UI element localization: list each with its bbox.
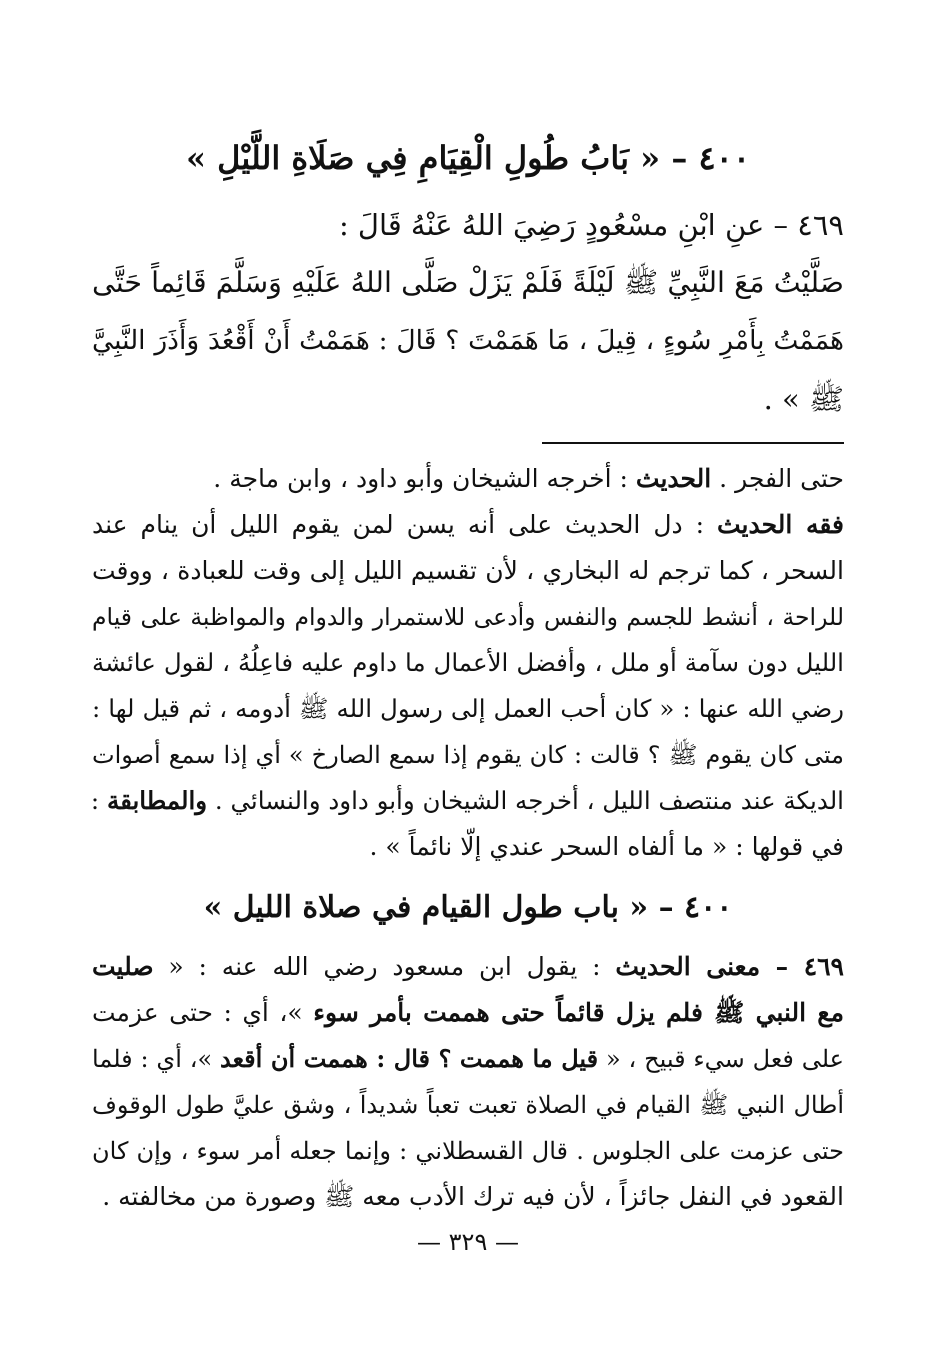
meaning-line: أطال النبي ﷺ القيام في الصلاة تعبت تعباً شديداً ، وشق عليَّ طول الوقوف	[92, 1091, 844, 1119]
text: حتى الفجر .	[711, 464, 844, 493]
text: »، أي : حتى عزمت	[92, 998, 314, 1027]
chapter-heading-repeat: ٤٠٠ – « باب طول القيام في صلاة الليل »	[203, 890, 733, 925]
text: : دل الحديث على أنه يسن لمن يقوم الليل أن ينام عند	[92, 510, 717, 539]
commentary	[92, 456, 844, 870]
commentary-line	[92, 456, 844, 502]
commentary-line: الليل دون سآمة أو ملل ، وأفضل الأعمال ما داوم عليه فاعِلُهُ ، لقول عائشة	[92, 648, 844, 677]
bold-term: مع النبي ﷺ فلم يزل قائماً حتى هممت بأمر سوء	[313, 998, 844, 1027]
hadith-line: ٤٦٩ – عنِ ابْنِ مسْعُودٍ رَضِيَ اللهُ عَنْهُ قَالَ :	[338, 208, 844, 242]
bold-term: فقه الحديث	[716, 510, 844, 539]
text: الديكة عند منتصف الليل ، أخرجه الشيخان وأبو داود والنسائي .	[207, 786, 844, 815]
bold-term: الحديث	[635, 464, 712, 493]
commentary-line: في قولها : « ما ألفاه السحر عندي إلّا نائماً » .	[369, 832, 844, 861]
page-number: — ٣٢٩ —	[417, 1228, 519, 1256]
bold-term: صليت	[92, 952, 154, 981]
commentary-line	[92, 778, 844, 824]
commentary-line: السحر ، كما ترجم له البخاري ، لأن تقسيم الليل إلى وقت للعبادة ، ووقت	[92, 556, 844, 585]
hadith-line: صَلَّيْتُ مَعَ النَّبِيِّ ﷺ لَيْلَةً فَلَمْ يَزَلْ صَلَّى اللهُ عَلَيْهِ وَسَلَّمَ قَائِماً حَتَّى	[92, 266, 844, 299]
text: على فعل سيء قبيح ، «	[598, 1045, 844, 1073]
text: »، أي : فلما	[92, 1045, 220, 1073]
text: : أخرجه الشيخان وأبو داود ، وابن ماجة .	[213, 464, 636, 493]
hadith-text	[92, 196, 844, 428]
commentary-line: متى كان يقوم ﷺ ؟ قالت : كان يقوم إذا سمع الصارخ » أي إذا سمع أصوات	[92, 741, 844, 769]
meaning-line	[92, 1036, 844, 1082]
meaning-line	[92, 944, 844, 990]
footnote-divider	[542, 442, 844, 444]
text: : يقول ابن مسعود رضي الله عنه : «	[153, 952, 616, 981]
bold-term: قيل ما هممت ؟ قال : هممت أن أقعد	[220, 1044, 599, 1073]
chapter-heading: ٤٠٠ – « بَابُ طُولِ الْقِيَامِ فِي صَلَاةِ اللَّيْلِ »	[185, 139, 751, 177]
commentary-line	[92, 502, 844, 548]
meaning-line	[92, 990, 844, 1036]
bold-term: ٤٦٩ – معنى الحديث	[615, 952, 844, 981]
meaning-line: القعود في النفل جائزاً ، لأن فيه ترك الأدب معه ﷺ وصورة من مخالفته .	[102, 1182, 844, 1211]
bold-term: والمطابقة	[106, 786, 208, 815]
commentary-line: للراحة ، أنشط للجسم والنفس وأدعى للاستمرار والدوام والمواظبة على قيام	[92, 603, 844, 631]
hadith-line: ﷺ » .	[763, 382, 844, 416]
commentary-line: رضي الله عنها : « كان أحب العمل إلى رسول الله ﷺ أدومه ، ثم قيل لها :	[92, 694, 844, 723]
hadith-meaning	[92, 944, 844, 1220]
text: :	[90, 786, 107, 815]
hadith-line: هَمَمْتُ بِأَمْرِ سُوءٍ ، قِيلَ ، مَا هَمَمْتَ ؟ قَالَ : هَمَمْتُ أَنْ أَقْعُدَ وَأَذَرَ النَّبِيَّ	[92, 325, 844, 356]
meaning-line: حتى عزمت على الجلوس . قال القسطلاني : وإنما جعله أمر سوء ، وإن كان	[92, 1137, 844, 1165]
